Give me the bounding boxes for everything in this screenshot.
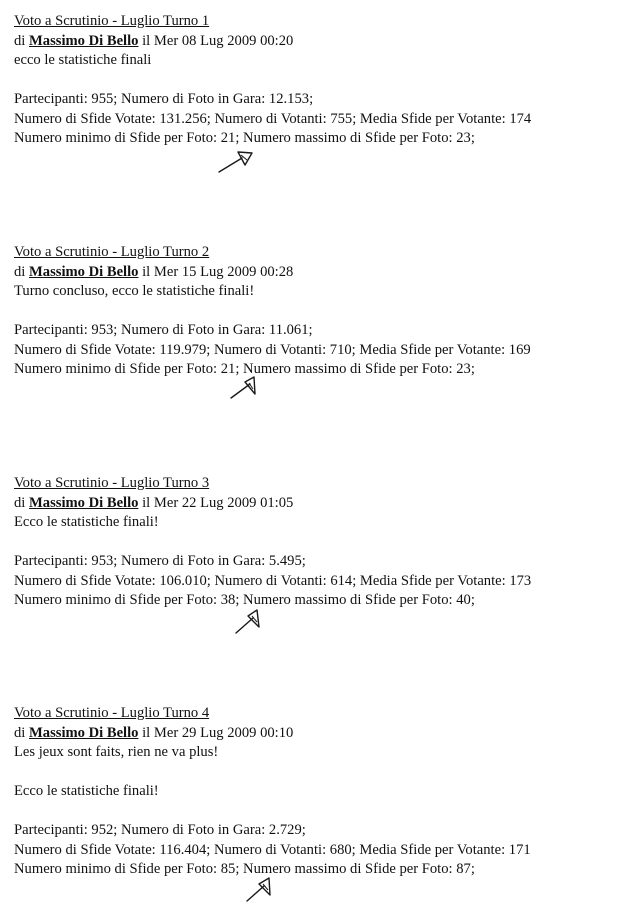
hand-drawn-arrow-icon [233,608,273,636]
post-date: il Mer 22 Lug 2009 01:05 [142,494,294,511]
spacer [14,763,634,783]
post-byline [14,263,634,283]
post-byline [14,724,634,744]
forum-post-1 [14,12,634,149]
hand-drawn-arrow-icon [228,374,268,402]
stats-line: Numero minimo di Sfide per Foto: 85; Numero massimo di Sfide per Foto: 87; [14,861,475,877]
spacer [14,71,634,91]
post-title[interactable]: Voto a Scrutinio - Luglio Turno 1 [14,13,210,29]
author-link[interactable]: Massimo Di Bello [29,494,139,511]
post-message: ecco le statistiche finali [14,52,152,68]
by-prefix: di [14,724,26,741]
stats-line: Numero di Sfide Votate: 116.404; Numero di Votanti: 680; Media Sfide per Votante: 171 [14,841,531,858]
by-prefix: di [14,32,26,49]
spacer [14,302,634,322]
stats-line: Numero minimo di Sfide per Foto: 21; Numero massimo di Sfide per Foto: 23; [14,130,475,146]
post-title[interactable]: Voto a Scrutinio - Luglio Turno 2 [14,244,210,260]
post-byline [14,494,634,514]
post-title[interactable]: Voto a Scrutinio - Luglio Turno 3 [14,475,210,491]
post-message: Ecco le statistiche finali! [14,783,159,799]
forum-post-2 [14,243,634,380]
post-message: Ecco le statistiche finali! [14,514,159,530]
spacer [14,533,634,553]
post-byline [14,32,634,52]
stats-line: Numero minimo di Sfide per Foto: 38; Numero massimo di Sfide per Foto: 40; [14,592,475,608]
post-title[interactable]: Voto a Scrutinio - Luglio Turno 4 [14,705,210,721]
stats-line: Partecipanti: 953; Numero di Foto in Gara: 11.061; [14,322,313,338]
stats-line: Partecipanti: 953; Numero di Foto in Gara: 5.495; [14,553,306,569]
author-link[interactable]: Massimo Di Bello [29,724,139,741]
post-date: il Mer 29 Lug 2009 00:10 [142,724,294,741]
by-prefix: di [14,263,26,280]
hand-drawn-arrow-icon [244,876,284,904]
by-prefix: di [14,494,26,511]
post-message: Turno concluso, ecco le statistiche finali! [14,283,255,299]
stats-line: Partecipanti: 955; Numero di Foto in Gara: 12.153; [14,91,314,107]
forum-post-4 [14,704,634,880]
post-message: Les jeux sont faits, rien ne va plus! [14,744,219,760]
stats-line: Partecipanti: 952; Numero di Foto in Gara: 2.729; [14,822,306,838]
author-link[interactable]: Massimo Di Bello [29,32,139,49]
author-link[interactable]: Massimo Di Bello [29,263,139,280]
post-date: il Mer 15 Lug 2009 00:28 [142,263,294,280]
stats-line: Numero minimo di Sfide per Foto: 21; Numero massimo di Sfide per Foto: 23; [14,361,475,377]
spacer [14,802,634,822]
stats-line: Numero di Sfide Votate: 119.979; Numero di Votanti: 710; Media Sfide per Votante: 169 [14,341,531,358]
post-date: il Mer 08 Lug 2009 00:20 [142,32,294,49]
stats-line: Numero di Sfide Votate: 106.010; Numero di Votanti: 614; Media Sfide per Votante: 173 [14,572,532,589]
stats-line: Numero di Sfide Votate: 131.256; Numero di Votanti: 755; Media Sfide per Votante: 174 [14,110,532,127]
hand-drawn-arrow-icon [216,148,256,176]
forum-post-3 [14,474,634,611]
